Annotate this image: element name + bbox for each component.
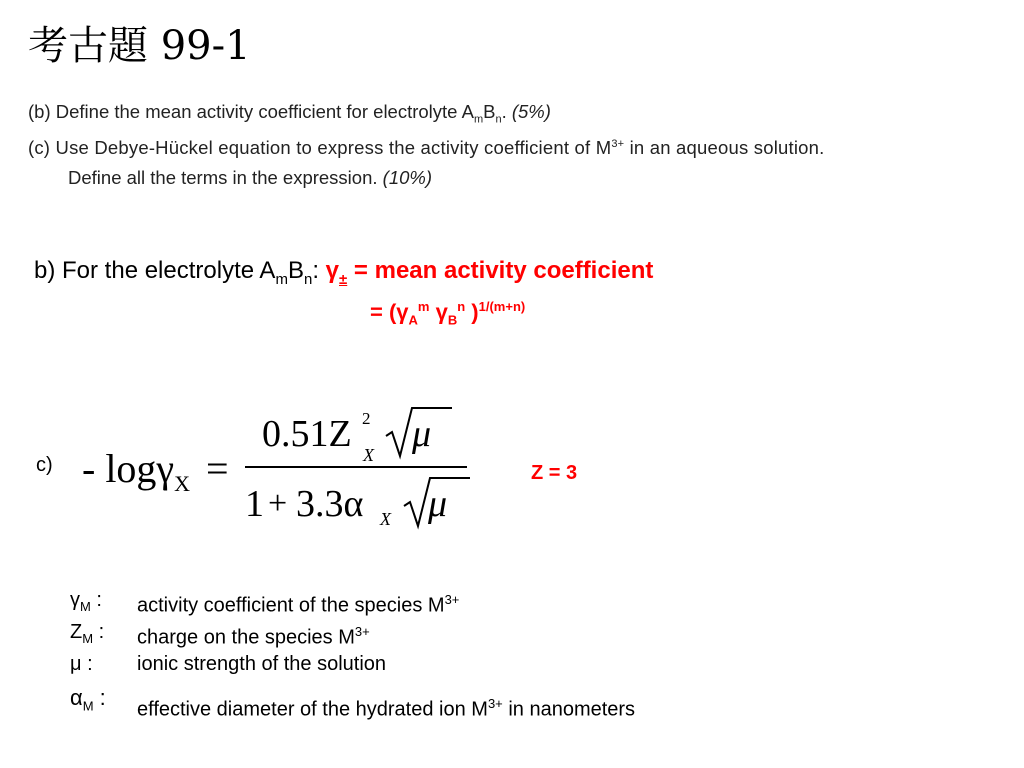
slide-title: 考古題 99-1 (28, 23, 251, 69)
equation-numerator-coefficient: 0.51Z (262, 413, 352, 455)
equation-denominator-one: 1 (245, 483, 264, 525)
question-b-points: (5%) (511, 101, 551, 122)
legend-desc-charge: charge on the species $M^{3+}$ (137, 624, 370, 649)
equation-equals: = (206, 446, 229, 491)
equation-denominator-coefficient: 3.3α (296, 483, 364, 525)
equation-numerator-mu: μ (412, 413, 432, 455)
legend-symbol-charge: $Z_M$ : (70, 621, 105, 646)
answer-c-label: c) (36, 454, 53, 476)
question-b: (b) Define the mean activity coefficient for electrolyte $A_mB_n$. (5%) (28, 101, 551, 126)
legend-desc-alpha: effective diameter of the hydrated ion $M^{3+}$ in nanometers (137, 696, 636, 721)
z-value: Z = 3 (531, 462, 578, 484)
equation-denominator-mu: μ (428, 483, 448, 525)
equation-numerator-superscript: 2 (362, 409, 371, 428)
mean-activity-formula: = ($\gamma_A^m$ $\gamma_B^n$ )$^{1/(m+n)}$ (370, 299, 526, 328)
equation-numerator-subscript: X (363, 445, 374, 465)
question-c-line1: (c) Use Debye-Hückel equation to express the activity coefficient of $M^{3+}$ in an aqueous solution. (28, 137, 825, 159)
answer-b-line1: b) For the electrolyte $A_mB_n$: $\gamma_\pm$ = mean activity coefficient (34, 257, 654, 288)
equation-denominator-plus: + (268, 485, 288, 522)
equation-denominator-subscript: X (380, 509, 391, 529)
legend-desc-gamma: activity coefficient of the species $M^{3+}$ (137, 592, 460, 617)
legend-desc-mu: ionic strength of the solution (137, 653, 387, 675)
question-c-line2: Define all the terms in the expression. (10%) (68, 167, 433, 188)
legend-symbol-mu: μ : (70, 653, 93, 675)
equation-lhs: - logγ$_X$ (82, 446, 190, 496)
legend-symbol-alpha: $\alpha_M$ : (70, 685, 106, 714)
fraction-bar (245, 466, 467, 468)
mean-activity-definition: $\gamma_\pm$ = mean activity coefficient (325, 257, 654, 288)
legend-symbol-gamma: $\gamma_M$ : (70, 589, 102, 614)
question-c-points: (10%) (382, 167, 433, 188)
